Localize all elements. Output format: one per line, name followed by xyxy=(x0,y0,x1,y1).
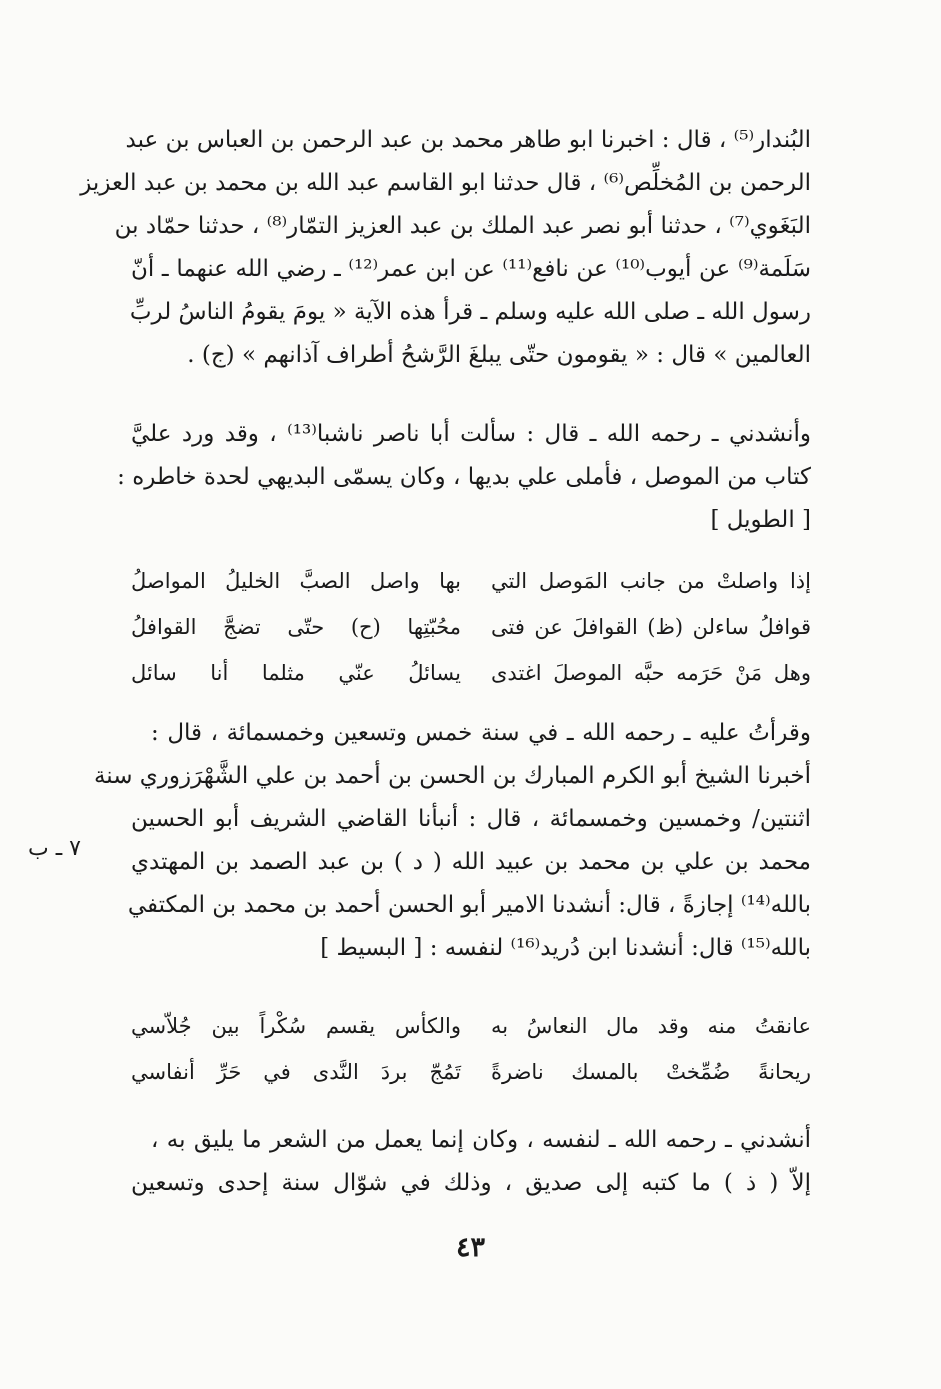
verse xyxy=(131,1007,811,1045)
text-line: وقرأتُ عليه ـ رحمه الله ـ في سنة خمس وتسعين وخمسمائة ، قال : xyxy=(151,720,811,746)
text-line: إلاّ ( ذ ) ما كتبه إلى صديق ، وذلك في شوّال سنة إحدى وتسعين xyxy=(131,1170,811,1196)
verse-first-hemistich: وهل مَنْ حَرَمه حبَّه الموصلَ اغتدى xyxy=(491,661,811,685)
verse-second-hemistich: والكأس يقسم سُكْراً بين جُلاّسي xyxy=(131,1014,461,1038)
text-line-content: بالله⁽¹⁵⁾ قال: أنشدنا ابن دُريد⁽¹⁶⁾ لنفسه : xyxy=(429,935,811,961)
text-line xyxy=(131,928,811,968)
text-line: كتاب من الموصل ، فأملى علي بديها ، وكان يسمّى البديهي لحدة خاطره : xyxy=(117,464,811,490)
text-line: رسول الله ـ صلى الله عليه وسلم ـ قرأ هذه الآية « يومَ يقومُ الناسُ لربِّ xyxy=(129,299,811,325)
verse-second-hemistich: بها واصل الصبَّ الخليلُ المواصلُ xyxy=(131,569,461,593)
meter-label: [ الطويل ] xyxy=(710,507,811,533)
text-line: العالمين » قال : « يقومون حتّى يبلغَ الرَّشحُ أطراف آذانهم » (ج) . xyxy=(187,342,811,368)
text-line: البُندار⁽⁵⁾ ، قال : اخبرنا ابو طاهر محمد بن عبد الرحمن بن العباس بن عبد xyxy=(125,127,811,153)
text-line: البَغَوي⁽⁷⁾ ، حدثنا أبو نصر عبد الملك بن عبد العزيز التمّار⁽⁸⁾ ، حدثنا حمّاد بن xyxy=(114,213,811,239)
text-line: أنشدني ـ رحمه الله ـ لنفسه ، وكان إنما يعمل من الشعر ما يليق به ، xyxy=(151,1127,811,1153)
text-line: الرحمن بن المُخلِّص⁽⁶⁾ ، قال حدثنا ابو القاسم عبد الله بن محمد بن عبد العزيز xyxy=(80,170,811,196)
text-line: سَلَمة⁽⁹⁾ عن أيوب⁽¹⁰⁾ عن نافع⁽¹¹⁾ عن ابن عمر⁽¹²⁾ ـ رضي الله عنهما ـ أنّ xyxy=(131,256,811,282)
page-number: ٤٣ xyxy=(455,1232,485,1263)
text-line: بالله⁽¹⁴⁾ إجازةً ، قال: أنشدنا الامير أبو الحسن أحمد بن محمد بن المكتفي xyxy=(127,892,811,918)
text-line: محمد بن علي بن محمد بن عبيد الله ( د ) بن عبد الصمد بن المهتدي xyxy=(131,849,811,875)
text-line: أخبرنا الشيخ أبو الكرم المبارك بن الحسن بن أحمد بن علي الشَّهْرَزوري سنة xyxy=(93,763,811,789)
verse xyxy=(131,1053,811,1091)
text-line: وأنشدني ـ رحمه الله ـ قال : سألت أبا ناصر ناشبا⁽¹³⁾ ، وقد ورد عليَّ xyxy=(131,421,811,447)
verse xyxy=(131,608,811,646)
text-line: اثنتين/ وخمسين وخمسمائة ، قال : أنبأنا القاضي الشريف أبو الحسين xyxy=(131,806,811,832)
meter-label: [ البسيط ] xyxy=(320,935,423,961)
verse-second-hemistich: تَمُجّ بردَ النَّدى في حَرِّ أنفاسي xyxy=(131,1060,461,1084)
verse-second-hemistich: يسائلُ عنّي مثلما أنا سائل xyxy=(131,661,461,685)
verse-first-hemistich: ريحانةً ضُمِّختْ بالمسك ناضرةً xyxy=(491,1060,811,1084)
verse-first-hemistich: عانقتُ منه وقد مال النعاسُ به xyxy=(491,1014,811,1038)
verse xyxy=(131,654,811,692)
margin-folio-note: ٧ ـ ب xyxy=(28,836,81,861)
poem-meter-label xyxy=(131,500,811,540)
verse-second-hemistich: محُبّتِها (ح) حتّى تضجَّ القوافلُ xyxy=(131,615,461,639)
verse-first-hemistich: قوافلُ ساءلن (ظ) القوافلَ عن فتى xyxy=(491,615,811,639)
verse-first-hemistich: إذا واصلتْ من جانب المَوصل التي xyxy=(491,569,811,593)
verse xyxy=(131,562,811,600)
